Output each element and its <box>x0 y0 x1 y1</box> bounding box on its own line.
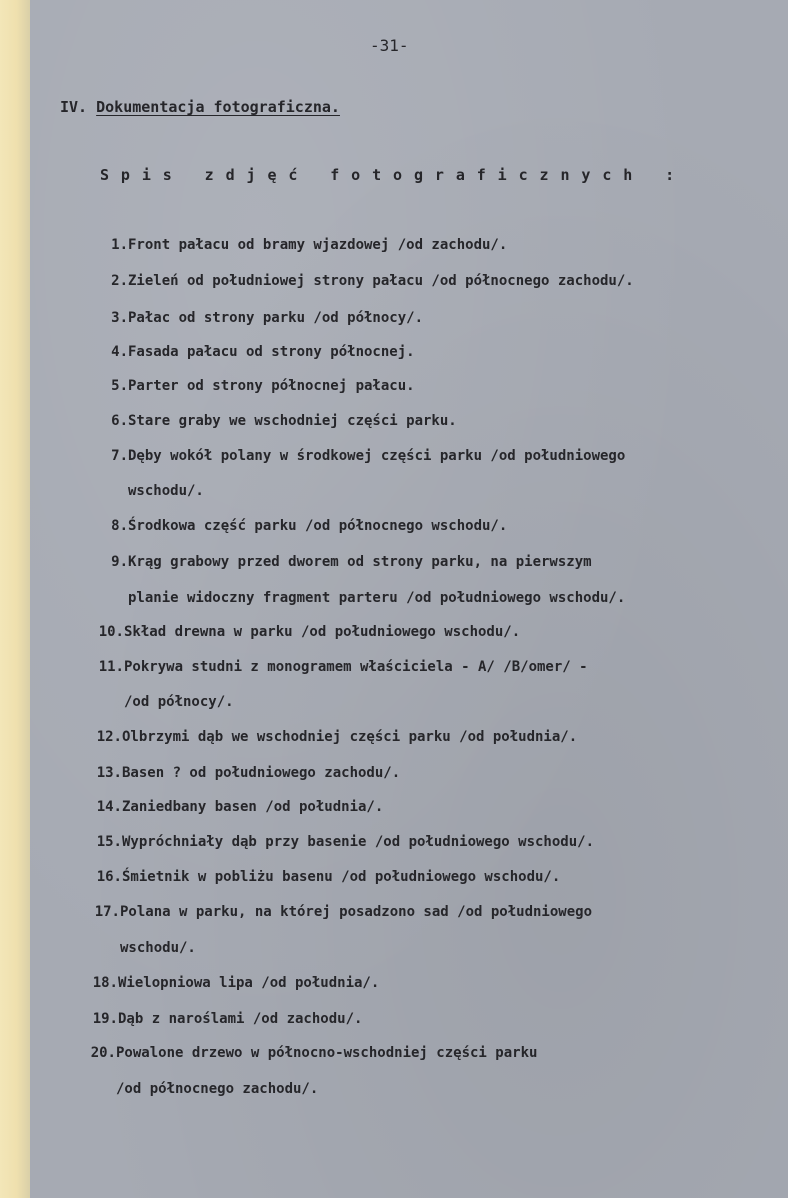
item-number: 19. <box>92 1011 118 1027</box>
item-number: 20. <box>90 1045 116 1061</box>
item-number: 12. <box>96 729 122 745</box>
item-number: 16. <box>96 869 122 885</box>
item-number: 8. <box>111 518 128 534</box>
item-text: Pałac od strony parku /od północy/. <box>128 310 424 326</box>
page-number: -31- <box>370 36 409 55</box>
item-text: Środkowa część parku /od północnego wschodu/. <box>128 518 508 534</box>
item-text: Wielopniowa lipa /od południa/. <box>118 975 380 991</box>
item-number: 17. <box>94 904 120 920</box>
item-text: Fasada pałacu od strony północnej. <box>128 344 415 360</box>
item-number: 7. <box>111 448 128 464</box>
section-number: IV. <box>60 98 88 116</box>
item-number: 13. <box>96 765 122 781</box>
item-number: 10. <box>98 624 124 640</box>
item-number: 1. <box>111 237 128 253</box>
item-text: Polana w parku, na której posadzono sad /od południowego <box>120 904 593 920</box>
item-text: Parter od strony północnej pałacu. <box>128 378 415 394</box>
item-text: Olbrzymi dąb we wschodniej części parku /od południa/. <box>122 729 578 745</box>
item-text-continued: wschodu/. <box>120 940 196 956</box>
item-text: Dęby wokół polany w środkowej części parku /od południowego <box>128 448 626 464</box>
item-text-continued: wschodu/. <box>128 483 204 499</box>
item-number: 18. <box>92 975 118 991</box>
item-text: Śmietnik w pobliżu basenu /od południowego wschodu/. <box>122 869 561 885</box>
item-number: 3. <box>111 310 128 326</box>
item-text-continued: /od północnego zachodu/. <box>116 1081 319 1097</box>
section-heading <box>60 98 340 116</box>
item-text: Wypróchniały dąb przy basenie /od południowego wschodu/. <box>122 834 595 850</box>
typewritten-sheet <box>30 0 788 1198</box>
item-text: Krąg grabowy przed dworem od strony parku, na pierwszym <box>128 554 592 570</box>
item-number: 15. <box>96 834 122 850</box>
item-text: Zaniedbany basen /od południa/. <box>122 799 384 815</box>
list-heading: Spis zdjęć fotograficznych : <box>100 166 687 184</box>
item-number: 5. <box>111 378 128 394</box>
item-text: Powalone drzewo w północno-wschodniej części parku <box>116 1045 538 1061</box>
item-text: Basen ? od południowego zachodu/. <box>122 765 401 781</box>
item-text: Front pałacu od bramy wjazdowej /od zachodu/. <box>128 237 508 253</box>
item-number: 6. <box>111 413 128 429</box>
item-text: Skład drewna w parku /od południowego wschodu/. <box>124 624 521 640</box>
item-number: 4. <box>111 344 128 360</box>
item-text: Dąb z naroślami /od zachodu/. <box>118 1011 363 1027</box>
page-edge-strip <box>0 0 30 1198</box>
item-text-continued: planie widoczny fragment parteru /od południowego wschodu/. <box>128 590 626 606</box>
section-title: Dokumentacja fotograficzna. <box>96 98 340 116</box>
item-text: Zieleń od południowej strony pałacu /od północnego zachodu/. <box>128 273 634 289</box>
item-number: 14. <box>96 799 122 815</box>
item-number: 9. <box>111 554 128 570</box>
item-text: Stare graby we wschodniej części parku. <box>128 413 457 429</box>
item-number: 11. <box>98 659 124 675</box>
item-number: 2. <box>111 273 128 289</box>
item-text-continued: /od północy/. <box>124 694 234 710</box>
item-text: Pokrywa studni z monogramem właściciela - A/ /B/omer/ - <box>124 659 588 675</box>
